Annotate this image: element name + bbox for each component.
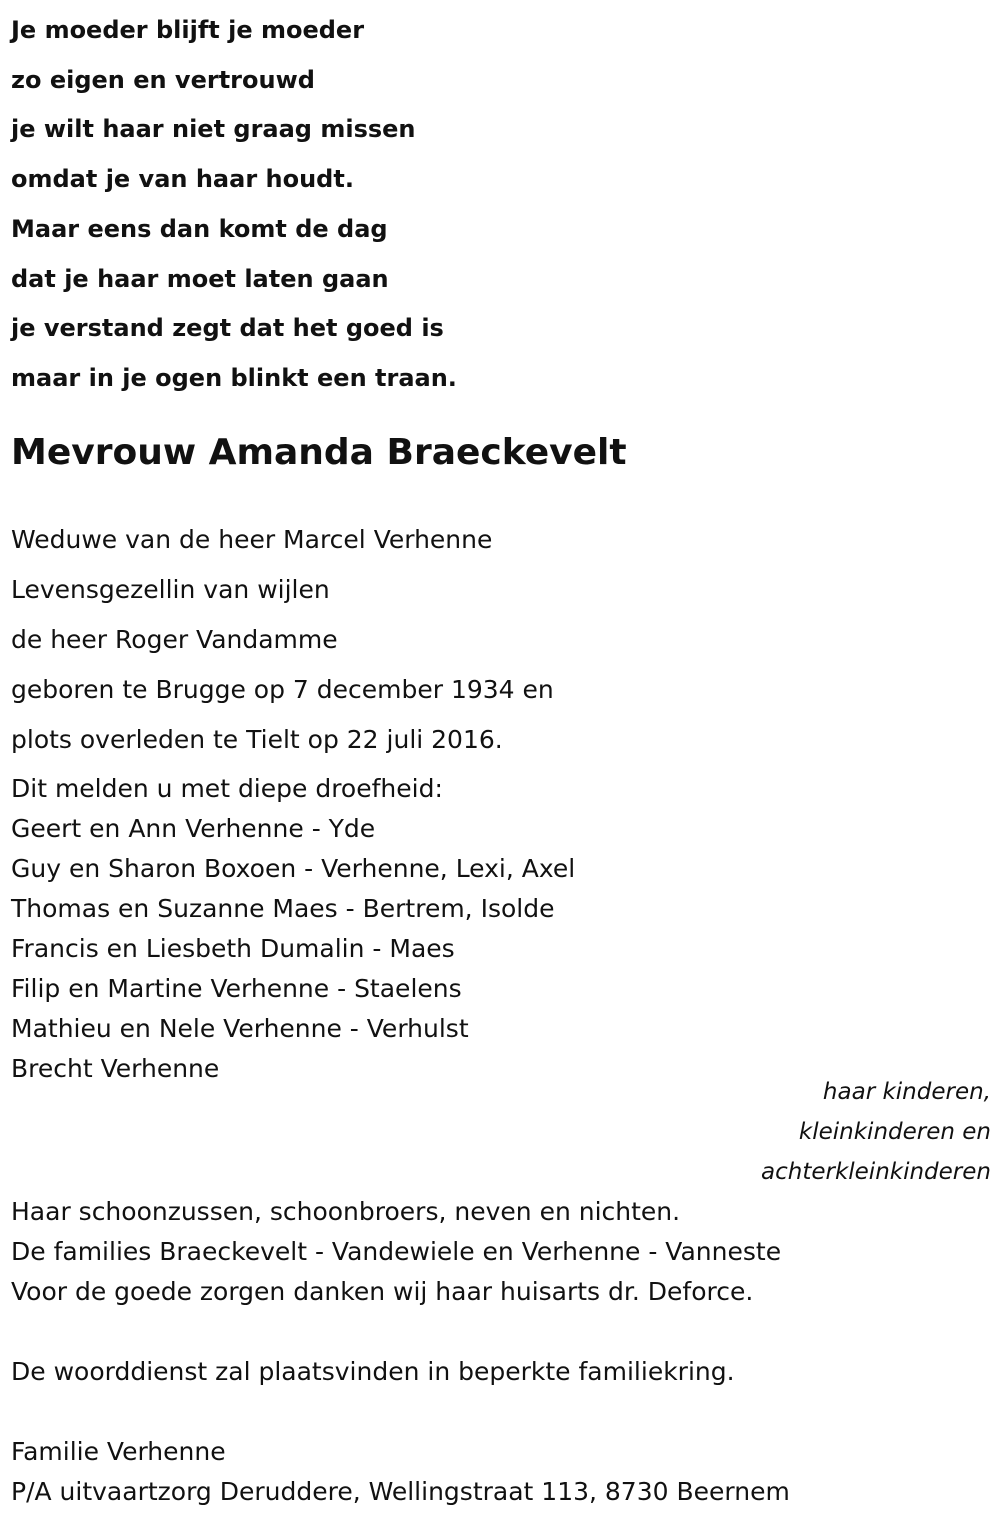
bio-line: plots overleden te Tielt op 22 juli 2016. [11,725,503,754]
poem-line: dat je haar moet laten gaan [11,264,389,293]
family-member: Thomas en Suzanne Maes - Bertrem, Isolde [11,894,555,923]
signature-address: P/A uitvaartzorg Deruddere, Wellingstraat 113, 8730 Beernem [11,1477,790,1506]
poem-line: Maar eens dan komt de dag [11,214,388,243]
poem-line: je verstand zegt dat het goed is [11,314,444,343]
poem-line: omdat je van haar houdt. [11,165,354,194]
relation-line: achterkleinkinderen [761,1159,991,1185]
bio-line: geboren te Brugge op 7 december 1934 en [11,675,554,704]
relatives-line: Voor de goede zorgen danken wij haar huisarts dr. Deforce. [11,1277,754,1306]
bio-line: Weduwe van de heer Marcel Verhenne [11,525,493,554]
signature-block [11,1432,790,1512]
family-member: Mathieu en Nele Verhenne - Verhulst [11,1014,469,1043]
poem-line: je wilt haar niet graag missen [11,115,416,144]
deceased-name: Mevrouw Amanda Braeckevelt [11,432,627,473]
poem [11,6,457,404]
relation-line: haar kinderen, [822,1079,991,1105]
family-member: Francis en Liesbeth Dumalin - Maes [11,934,455,963]
poem-line: Je moeder blijft je moeder [11,16,365,44]
family-member: Geert en Ann Verhenne - Yde [11,814,376,843]
relatives-line: De families Braeckevelt - Vandewiele en Verhenne - Vanneste [11,1237,782,1266]
relatives-list [11,1192,781,1312]
biography [11,515,554,765]
bio-line: de heer Roger Vandamme [11,625,338,654]
announcement-intro: Dit melden u met diepe droefheid: [11,774,443,803]
signature-family: Familie Verhenne [11,1437,226,1466]
family-member: Guy en Sharon Boxoen - Verhenne, Lexi, Axel [11,854,576,883]
family-list [11,769,575,1089]
relation-line: kleinkinderen en [798,1119,991,1145]
relation-note [761,1072,991,1192]
family-member: Brecht Verhenne [11,1054,220,1083]
poem-line: zo eigen en vertrouwd [11,65,315,94]
poem-line: maar in je ogen blinkt een traan. [11,363,457,392]
service-notice: De woorddienst zal plaatsvinden in beperkte familiekring. [11,1357,735,1386]
relatives-line: Haar schoonzussen, schoonbroers, neven en nichten. [11,1197,681,1226]
bio-line: Levensgezellin van wijlen [11,575,330,604]
family-member: Filip en Martine Verhenne - Staelens [11,974,462,1003]
